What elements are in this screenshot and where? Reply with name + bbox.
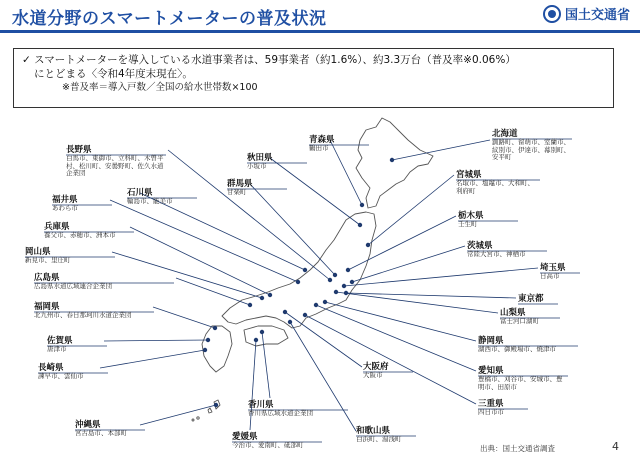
leader-line <box>110 197 298 282</box>
prefecture-label <box>127 186 173 206</box>
leader-line <box>305 315 476 404</box>
location-dot <box>296 280 300 284</box>
prefecture-cities: 白馬市、東御市、立科町、木曽平村、松川町、安曇野町、佐久水道企業団 <box>66 154 164 177</box>
prefecture-name: 福岡県 <box>34 302 60 312</box>
prefecture-name: 静岡県 <box>478 336 504 346</box>
summary-note: ※普及率＝導入戸数／全国の給水世帯数×100 <box>62 82 258 93</box>
leader-line <box>176 278 250 305</box>
location-dot <box>203 348 207 352</box>
prefecture-cities: 湖西市、御殿場市、焼津市 <box>478 345 556 353</box>
prefecture-label <box>540 261 566 281</box>
location-dot <box>248 303 252 307</box>
prefecture-cities: 小坂市 <box>247 162 267 170</box>
prefecture-cities: 甘楽町 <box>227 188 247 196</box>
leader-line <box>153 307 215 328</box>
location-dot <box>206 338 210 342</box>
prefecture-name: 群馬県 <box>227 179 253 189</box>
summary-line-2: にとどまる〈令和4年度末現在〉。 <box>34 68 193 80</box>
location-dot <box>390 158 394 162</box>
prefecture-label <box>478 364 568 391</box>
prefecture-name: 茨城県 <box>467 241 493 251</box>
prefecture-cities: 宮古島市、本部町 <box>75 429 127 437</box>
prefecture-label <box>363 360 389 380</box>
prefecture-cities: あわら市 <box>52 204 78 212</box>
prefecture-label <box>38 361 84 381</box>
prefecture-cities: 広島県水道広域連合企業団 <box>34 282 112 290</box>
prefecture-cities: 香川県広域水道企業団 <box>248 409 313 417</box>
prefecture-label <box>478 397 504 417</box>
location-dot <box>214 403 218 407</box>
location-dot <box>344 291 348 295</box>
prefecture-cities: 白浜町、湯浅町 <box>356 435 402 443</box>
leader-line <box>140 405 216 425</box>
location-dot <box>342 284 346 288</box>
location-dot <box>260 330 264 334</box>
prefecture-cities: 新見市、里庄町 <box>25 256 71 264</box>
location-dot <box>213 326 217 330</box>
leader-line <box>270 158 360 225</box>
honshu-shape <box>222 212 376 328</box>
location-dot <box>314 303 318 307</box>
prefecture-name: 秋田県 <box>247 153 273 163</box>
hokkaido-shape <box>356 118 433 208</box>
page-title: 水道分野のスマートメーターの普及状況 <box>12 9 327 29</box>
prefecture-name: 兵庫県 <box>44 222 70 232</box>
leader-line <box>112 252 262 298</box>
prefecture-label <box>247 151 273 171</box>
prefecture-label <box>456 168 540 195</box>
okinawa-island-4 <box>192 419 194 421</box>
prefecture-name: 石川県 <box>127 188 153 198</box>
prefecture-label <box>492 127 572 162</box>
prefecture-cities: 大阪市 <box>363 371 383 379</box>
prefecture-name: 佐賀県 <box>47 336 73 346</box>
prefecture-name: 宮城県 <box>456 170 482 180</box>
leader-line <box>344 268 538 286</box>
leader-line <box>325 302 476 341</box>
prefecture-cities: 豊橋市、刈谷市、安城市、豊明市、田原市 <box>478 375 563 391</box>
page-number: 4 <box>612 440 619 453</box>
prefecture-label <box>478 334 556 354</box>
prefecture-label <box>518 292 544 304</box>
prefecture-cities: 唐津市 <box>47 345 67 353</box>
prefecture-label <box>309 133 335 153</box>
leader-line <box>250 184 335 275</box>
location-dot <box>346 268 350 272</box>
prefecture-label <box>66 143 166 178</box>
okinawa-island-2 <box>208 408 212 413</box>
prefecture-name: 青森県 <box>309 135 335 145</box>
prefecture-name: 広島県 <box>34 273 60 283</box>
prefecture-label <box>458 209 484 229</box>
shikoku-shape <box>244 326 288 346</box>
prefecture-cities: 鶴田市 <box>309 144 329 152</box>
prefecture-name: 山梨県 <box>500 308 526 318</box>
location-dot <box>303 268 307 272</box>
leader-line <box>100 350 205 368</box>
prefecture-label <box>44 220 116 240</box>
location-dot <box>328 278 332 282</box>
prefecture-label <box>356 424 402 444</box>
prefecture-name: 愛知県 <box>478 366 504 376</box>
leader-line <box>316 305 476 371</box>
location-dot <box>360 203 364 207</box>
location-dot <box>323 300 327 304</box>
ministry-name: 国土交通省 <box>564 8 630 23</box>
prefecture-name: 愛媛県 <box>232 432 258 442</box>
location-dot <box>350 280 354 284</box>
location-dot <box>334 290 338 294</box>
prefecture-cities: 名取市、塩竈市、大和町、利府町 <box>456 179 534 195</box>
prefecture-cities: 富士河口湖町 <box>500 317 539 325</box>
location-dot <box>260 296 264 300</box>
prefecture-label <box>467 239 526 259</box>
prefecture-cities: 諫早市、雲仙市 <box>38 372 84 380</box>
prefecture-cities: 北九州市、春日那珂川水道企業団 <box>34 311 132 319</box>
checkmark-icon: ✓ <box>22 54 31 66</box>
location-dot <box>283 310 287 314</box>
location-dot <box>288 320 292 324</box>
prefecture-name: 和歌山県 <box>356 426 391 436</box>
leader-line <box>346 293 516 298</box>
leader-line <box>104 340 208 341</box>
prefecture-label <box>34 271 112 291</box>
prefecture-name: 埼玉県 <box>540 263 566 273</box>
prefecture-label <box>52 193 78 213</box>
prefecture-cities: 壬生町 <box>458 220 478 228</box>
location-dot <box>366 243 370 247</box>
location-dot <box>358 223 362 227</box>
location-dot <box>254 338 258 342</box>
summary-line-1: スマートメーターを導入している水道事業者は、59事業者（約1.6%）、約3.3万台（普及率※0.06%） <box>34 54 516 66</box>
prefecture-label <box>75 418 127 438</box>
prefecture-label <box>25 245 71 265</box>
prefecture-label <box>500 306 539 326</box>
location-dot <box>268 293 272 297</box>
prefecture-name: 沖縄県 <box>75 420 101 430</box>
prefecture-name: 福井県 <box>52 195 78 205</box>
prefecture-cities: 養父市、赤穂市、洲本市 <box>44 231 116 239</box>
prefecture-cities: 釧路町、留萌市、室蘭市、紋別市、伊達市、幕別町、安平町 <box>492 138 570 161</box>
prefecture-cities: 常陸大宮市、神栖市 <box>467 250 526 258</box>
prefecture-label <box>47 334 73 354</box>
prefecture-name: 栃木県 <box>458 211 484 221</box>
prefecture-label <box>248 398 313 418</box>
prefecture-name: 岡山県 <box>25 247 51 257</box>
prefecture-name: 大阪府 <box>363 362 389 372</box>
location-dot <box>333 273 337 277</box>
prefecture-name: 北海道 <box>492 129 518 139</box>
prefecture-label <box>34 300 132 320</box>
prefecture-name: 東京都 <box>518 294 544 304</box>
prefecture-name: 三重県 <box>478 399 504 409</box>
prefecture-label <box>232 430 304 450</box>
prefecture-name: 長崎県 <box>38 363 64 373</box>
location-dot <box>303 313 307 317</box>
prefecture-name: 香川県 <box>248 400 274 410</box>
prefecture-cities: 今治市、愛南町、砥部町 <box>232 441 304 449</box>
prefecture-label <box>227 177 253 197</box>
leader-line <box>330 140 362 205</box>
prefecture-cities: 日高市 <box>540 272 560 280</box>
prefecture-name: 長野県 <box>66 145 92 155</box>
prefecture-cities: 輪島市、能美市 <box>127 197 173 205</box>
leader-line <box>285 312 362 367</box>
prefecture-cities: 四日市市 <box>478 408 504 416</box>
okinawa-island-3 <box>197 417 199 419</box>
source-note: 出典：国土交通省調査 <box>480 444 555 453</box>
